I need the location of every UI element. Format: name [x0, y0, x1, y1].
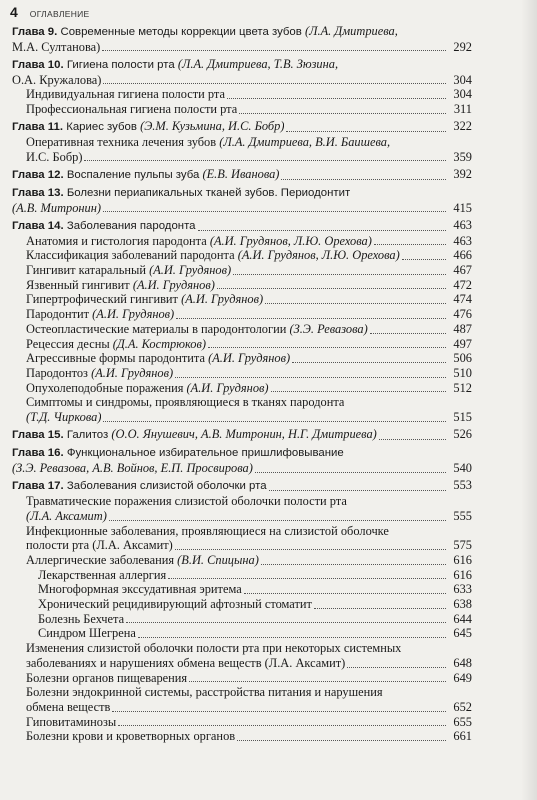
page-ref: 415 [453, 200, 472, 215]
page-ref: 311 [453, 102, 472, 117]
toc-section-entry[interactable] [26, 553, 472, 568]
toc-section-entry[interactable] [26, 278, 472, 293]
running-header [10, 4, 523, 18]
toc-line [12, 201, 472, 216]
toc-section-entry[interactable] [26, 337, 472, 352]
dot-leader [292, 362, 446, 363]
entry-title: Изменения слизистой оболочки полости рта при некоторых системных [26, 641, 402, 656]
dot-leader [175, 549, 446, 550]
toc-text [26, 307, 174, 322]
toc-line [26, 263, 472, 278]
page-ref: 648 [453, 655, 472, 670]
dot-leader [227, 98, 446, 99]
entry-authors: (А.И. Грудянов) [91, 365, 174, 380]
chapter-number: Глава 12. [12, 168, 64, 181]
toc-text [26, 395, 344, 410]
page-ref: 633 [453, 582, 472, 597]
dot-leader [103, 421, 446, 422]
toc-section-entry[interactable] [38, 582, 472, 597]
dot-leader [265, 303, 446, 304]
page-ref: 616 [453, 552, 472, 567]
toc-line [26, 395, 472, 410]
toc-line [26, 494, 472, 509]
dot-leader [271, 391, 446, 392]
entry-title: Пародонтоз [26, 365, 92, 380]
toc-chapter-entry[interactable] [12, 427, 472, 443]
entry-title: Синдром Шегрена [38, 626, 136, 641]
toc-chapter-entry[interactable] [12, 167, 472, 183]
dot-leader [269, 490, 446, 491]
toc-line [26, 150, 472, 165]
toc-text [26, 641, 401, 656]
toc-line [26, 715, 472, 730]
entry-title: Профессиональная гигиена полости рта [26, 102, 238, 117]
toc-text [12, 57, 338, 73]
dot-leader [189, 681, 446, 682]
toc-text [12, 478, 267, 494]
toc-text [26, 685, 383, 700]
entry-continuation: (А.В. Митронин) [12, 200, 102, 215]
dot-leader [261, 564, 446, 565]
toc-section-entry[interactable] [26, 234, 472, 249]
toc-text [26, 553, 259, 568]
toc-chapter-entry[interactable] [12, 445, 472, 475]
toc-line [12, 427, 472, 443]
toc-section-entry[interactable] [26, 381, 472, 396]
toc-section-entry[interactable] [38, 568, 472, 583]
entry-title: Функциональное избирательное пришлифовывание [63, 447, 344, 460]
entry-authors: (Д.А. Кострюков) [112, 336, 206, 351]
toc-line [26, 509, 472, 524]
toc-chapter-entry[interactable] [12, 119, 472, 135]
toc-text [12, 445, 344, 461]
toc-section-entry[interactable] [38, 597, 472, 612]
chapter-number: Глава 9. [12, 26, 58, 38]
entry-title: Анатомия и гистология пародонта [26, 233, 210, 248]
entry-continuation: обмена веществ [26, 699, 111, 714]
page-ref: 645 [453, 626, 472, 641]
page-ref: 472 [453, 277, 472, 292]
chapter-number: Глава 13. [12, 187, 64, 200]
entry-title: Инфекционные заболевания, проявляющиеся на слизистой оболочке [26, 523, 389, 538]
toc-chapter-entry[interactable] [12, 185, 472, 215]
toc-section-entry[interactable] [26, 641, 472, 670]
toc-section-entry[interactable] [26, 671, 472, 686]
page-ref: 467 [453, 263, 472, 278]
toc-section-entry[interactable] [26, 307, 472, 322]
toc-text [26, 292, 263, 307]
toc-text [12, 185, 350, 201]
toc-text [26, 381, 269, 396]
dot-leader [237, 740, 446, 741]
entry-title: Гигиена полости рта [63, 58, 178, 71]
toc-line [12, 478, 472, 494]
toc-text [26, 87, 225, 102]
toc-text [26, 524, 389, 539]
dot-leader [347, 667, 446, 668]
entry-continuation: (З.Э. Ревазова, А.В. Войнов, Е.П. Просвирова) [12, 461, 253, 476]
entry-title: Современные методы коррекции цвета зубов [57, 26, 305, 38]
page-ref: 359 [453, 149, 472, 164]
toc-section-entry[interactable] [26, 135, 472, 164]
entry-authors: (Э.М. Кузьмина, И.С. Бобр) [140, 119, 285, 134]
entry-authors: (З.Э. Ревазова) [289, 321, 368, 336]
entry-authors: (А.И. Грудянов, Л.Ю. Орехова) [209, 233, 372, 248]
dot-leader [168, 578, 446, 579]
entry-authors: (О.О. Янушевич, А.В. Митронин, Н.Г. Дмитриева) [111, 427, 377, 442]
page-ref: 655 [453, 714, 472, 729]
page-ref: 497 [453, 336, 472, 351]
toc-line [26, 656, 472, 671]
dot-leader [103, 83, 446, 84]
chapter-number: Глава 11. [12, 121, 64, 134]
toc-line [26, 381, 472, 396]
dot-leader [176, 318, 446, 319]
entry-authors: (Л.А. Дмитриева, В.И. Баишева, [219, 134, 391, 149]
dot-leader [112, 711, 446, 712]
toc-line [26, 135, 472, 150]
toc-section-entry[interactable] [26, 494, 472, 523]
entry-authors: (А.И. Грудянов) [186, 380, 269, 395]
toc-section-entry[interactable] [26, 322, 472, 337]
toc-line [12, 167, 472, 183]
page-ref: 487 [453, 321, 472, 336]
toc-line [12, 119, 472, 135]
toc-line [26, 307, 472, 322]
toc-section-entry[interactable] [26, 366, 472, 381]
entry-title: Воспаление пульпы зуба [63, 168, 203, 181]
toc-text [38, 612, 124, 627]
entry-continuation: О.А. Кружалова) [12, 72, 102, 87]
dot-leader [239, 113, 446, 114]
entry-title: Язвенный гингивит [26, 277, 133, 292]
dot-leader [233, 274, 446, 275]
entry-authors: (Л.А. Дмитриева, Т.В. Зюзина, [177, 56, 339, 71]
toc-text [26, 351, 290, 366]
toc-line [26, 671, 472, 686]
toc-line [26, 322, 472, 337]
toc-text [12, 427, 377, 443]
page-ref: 661 [453, 729, 472, 744]
entry-title: Болезни периапикальных тканей зубов. Периодонтит [63, 187, 351, 200]
toc-line [26, 248, 472, 263]
toc-line [12, 73, 472, 88]
entry-title: Болезни органов пищеварения [26, 670, 188, 685]
chapter-number: Глава 10. [12, 58, 64, 71]
toc-text [26, 322, 368, 337]
page-ref: 644 [453, 611, 472, 626]
page-ref: 463 [453, 233, 472, 248]
toc-text [26, 366, 173, 381]
toc-text [26, 234, 372, 249]
entry-authors: (Е.В. Иванова) [202, 166, 280, 181]
table-of-contents [12, 24, 472, 744]
dot-leader [217, 288, 446, 289]
chapter-number: Глава 16. [12, 447, 64, 460]
toc-section-entry[interactable] [26, 395, 472, 424]
toc-text [38, 568, 166, 583]
toc-line [38, 568, 472, 583]
toc-chapter-entry[interactable] [12, 57, 472, 87]
entry-authors: (А.И. Грудянов, Л.Ю. Орехова) [237, 248, 400, 263]
page-ref: 304 [453, 87, 472, 102]
toc-line [38, 597, 472, 612]
toc-line [26, 292, 472, 307]
toc-section-entry[interactable] [38, 626, 472, 641]
entry-title: Аллергические заболевания [26, 552, 178, 567]
entry-title: Гингивит катаральный [26, 263, 150, 278]
toc-section-entry[interactable] [26, 715, 472, 730]
toc-text [38, 626, 136, 641]
toc-line [12, 40, 472, 55]
dot-leader [244, 593, 446, 594]
toc-text [26, 671, 187, 686]
dot-leader [208, 347, 446, 348]
entry-title: Кариес зубов [63, 121, 141, 134]
dot-leader [84, 160, 446, 161]
toc-line [26, 366, 472, 381]
entry-title: Галитоз [63, 429, 112, 442]
toc-section-entry[interactable] [26, 263, 472, 278]
toc-line [26, 351, 472, 366]
toc-line [26, 641, 472, 656]
toc-text [38, 597, 312, 612]
page-ref: 575 [453, 538, 472, 553]
entry-continuation: (Л.А. Аксамит) [26, 508, 107, 523]
dot-leader [109, 520, 446, 521]
entry-authors: (А.И. Грудянов) [208, 351, 291, 366]
toc-line [26, 524, 472, 539]
toc-section-entry[interactable] [26, 729, 472, 744]
toc-text [26, 278, 215, 293]
page-ref: 555 [453, 508, 472, 523]
page-number: 4 [10, 4, 18, 20]
toc-text [26, 715, 116, 730]
page-ref: 649 [453, 670, 472, 685]
toc-line [12, 24, 472, 40]
page-ref: 553 [453, 478, 472, 493]
entry-title: Болезнь Бехчета [38, 611, 125, 626]
entry-title: Остеопластические материалы в пародонтологии [26, 321, 290, 336]
toc-line [26, 337, 472, 352]
toc-line [26, 234, 472, 249]
entry-title: Болезни крови и кроветворных органов [26, 729, 236, 744]
chapter-number: Глава 14. [12, 219, 64, 232]
entry-title: Травматические поражения слизистой оболочки полости рта [26, 494, 347, 509]
entry-title: Симптомы и синдромы, проявляющиеся в тканях пародонта [26, 395, 345, 410]
dot-leader [374, 244, 446, 245]
toc-line [26, 102, 472, 117]
entry-authors: (А.И. Грудянов) [92, 307, 175, 322]
entry-title: Пародонтит [26, 307, 93, 322]
running-title: ОГЛАВЛЕНИЕ [29, 9, 90, 19]
toc-chapter-entry[interactable] [12, 218, 472, 234]
toc-section-entry[interactable] [26, 685, 472, 714]
toc-section-entry[interactable] [26, 351, 472, 366]
toc-section-entry[interactable] [26, 87, 472, 102]
entry-title: Оперативная техника лечения зубов [26, 134, 220, 149]
entry-title: Хронический рецидивирующий афтозный стоматит [38, 597, 312, 612]
entry-title: Болезни эндокринной системы, расстройства питания и нарушения [26, 685, 383, 700]
toc-text [12, 24, 398, 40]
page-ref: 515 [453, 410, 472, 425]
dot-leader [175, 377, 446, 378]
dot-leader [255, 472, 446, 473]
entry-title: Опухолеподобные поражения [26, 380, 187, 395]
entry-authors: (В.И. Спицына) [177, 552, 259, 567]
toc-line [26, 685, 472, 700]
toc-line [38, 626, 472, 641]
toc-line [12, 185, 472, 201]
page-ref: 292 [453, 39, 472, 54]
entry-continuation: (Т.Д. Чиркова) [26, 410, 102, 425]
page-ref: 540 [453, 461, 472, 476]
toc-line [12, 57, 472, 73]
entry-title: Классификация заболеваний пародонта [26, 248, 238, 263]
toc-line [38, 612, 472, 627]
toc-chapter-entry[interactable] [12, 24, 472, 54]
toc-line [26, 700, 472, 715]
page-ref: 304 [453, 72, 472, 87]
scan-shadow [521, 0, 537, 800]
toc-line [12, 218, 472, 234]
toc-line [26, 538, 472, 553]
entry-title: Многоформная экссудативная эритема [38, 582, 242, 597]
entry-title: Заболевания слизистой оболочки рта [63, 480, 267, 493]
entry-title: Агрессивные формы пародонтита [26, 351, 209, 366]
toc-section-entry[interactable] [26, 524, 472, 553]
dot-leader [103, 211, 446, 212]
toc-text [26, 135, 390, 150]
entry-title: Гипертрофический гингивит [26, 292, 182, 307]
page-ref: 466 [453, 248, 472, 263]
chapter-number: Глава 15. [12, 429, 64, 442]
page-ref: 463 [453, 217, 472, 232]
page-ref: 510 [453, 365, 472, 380]
toc-line [12, 445, 472, 461]
dot-leader [402, 259, 446, 260]
entry-continuation: И.С. Бобр) [26, 149, 83, 164]
dot-leader [198, 230, 447, 231]
toc-line [26, 278, 472, 293]
page-ref: 616 [453, 567, 472, 582]
page-ref: 322 [453, 119, 472, 134]
toc-text [26, 263, 231, 278]
entry-authors: (А.И. Грудянов) [149, 263, 232, 278]
toc-text [26, 494, 347, 509]
toc-text [12, 167, 279, 183]
entry-title: Заболевания пародонта [63, 219, 196, 232]
dot-leader [370, 333, 446, 334]
page-ref: 474 [453, 292, 472, 307]
page-ref: 526 [453, 427, 472, 442]
toc-chapter-entry[interactable] [12, 478, 472, 494]
toc-line [26, 87, 472, 102]
dot-leader [138, 637, 446, 638]
toc-line [38, 582, 472, 597]
dot-leader [118, 725, 446, 726]
toc-section-entry[interactable] [38, 612, 472, 627]
toc-text [26, 337, 206, 352]
toc-line [26, 553, 472, 568]
entry-title: Рецессия десны [26, 336, 113, 351]
dot-leader [126, 622, 446, 623]
page-ref: 652 [453, 699, 472, 714]
dot-leader [286, 131, 446, 132]
toc-section-entry[interactable] [26, 248, 472, 263]
dot-leader [102, 50, 446, 51]
entry-continuation: заболеваниях и нарушениях обмена веществ (Л.А. Аксамит) [26, 655, 346, 670]
entry-authors: (А.И. Грудянов) [132, 277, 215, 292]
dot-leader [379, 439, 446, 440]
toc-text [26, 248, 400, 263]
entry-title: Гиповитаминозы [26, 714, 117, 729]
toc-line [26, 410, 472, 425]
dot-leader [281, 179, 446, 180]
dot-leader [314, 608, 446, 609]
toc-text [12, 119, 284, 135]
entry-continuation: М.А. Султанова) [12, 39, 101, 54]
entry-continuation: полости рта (Л.А. Аксамит) [26, 538, 173, 553]
entry-authors: (Л.А. Дмитриева, [305, 24, 398, 38]
entry-title: Лекарственная аллергия [38, 567, 167, 582]
toc-section-entry[interactable] [26, 292, 472, 307]
page-ref: 638 [453, 597, 472, 612]
toc-text [12, 218, 196, 234]
entry-title: Индивидуальная гигиена полости рта [26, 87, 225, 102]
toc-text [26, 102, 237, 117]
toc-text [38, 582, 242, 597]
page-ref: 512 [453, 380, 472, 395]
chapter-number: Глава 17. [12, 480, 64, 493]
toc-line [12, 461, 472, 476]
page-ref: 506 [453, 351, 472, 366]
toc-section-entry[interactable] [26, 102, 472, 117]
entry-authors: (А.И. Грудянов) [181, 292, 264, 307]
page-ref: 476 [453, 307, 472, 322]
toc-text [26, 729, 235, 744]
toc-line [26, 729, 472, 744]
page-ref: 392 [453, 166, 472, 181]
